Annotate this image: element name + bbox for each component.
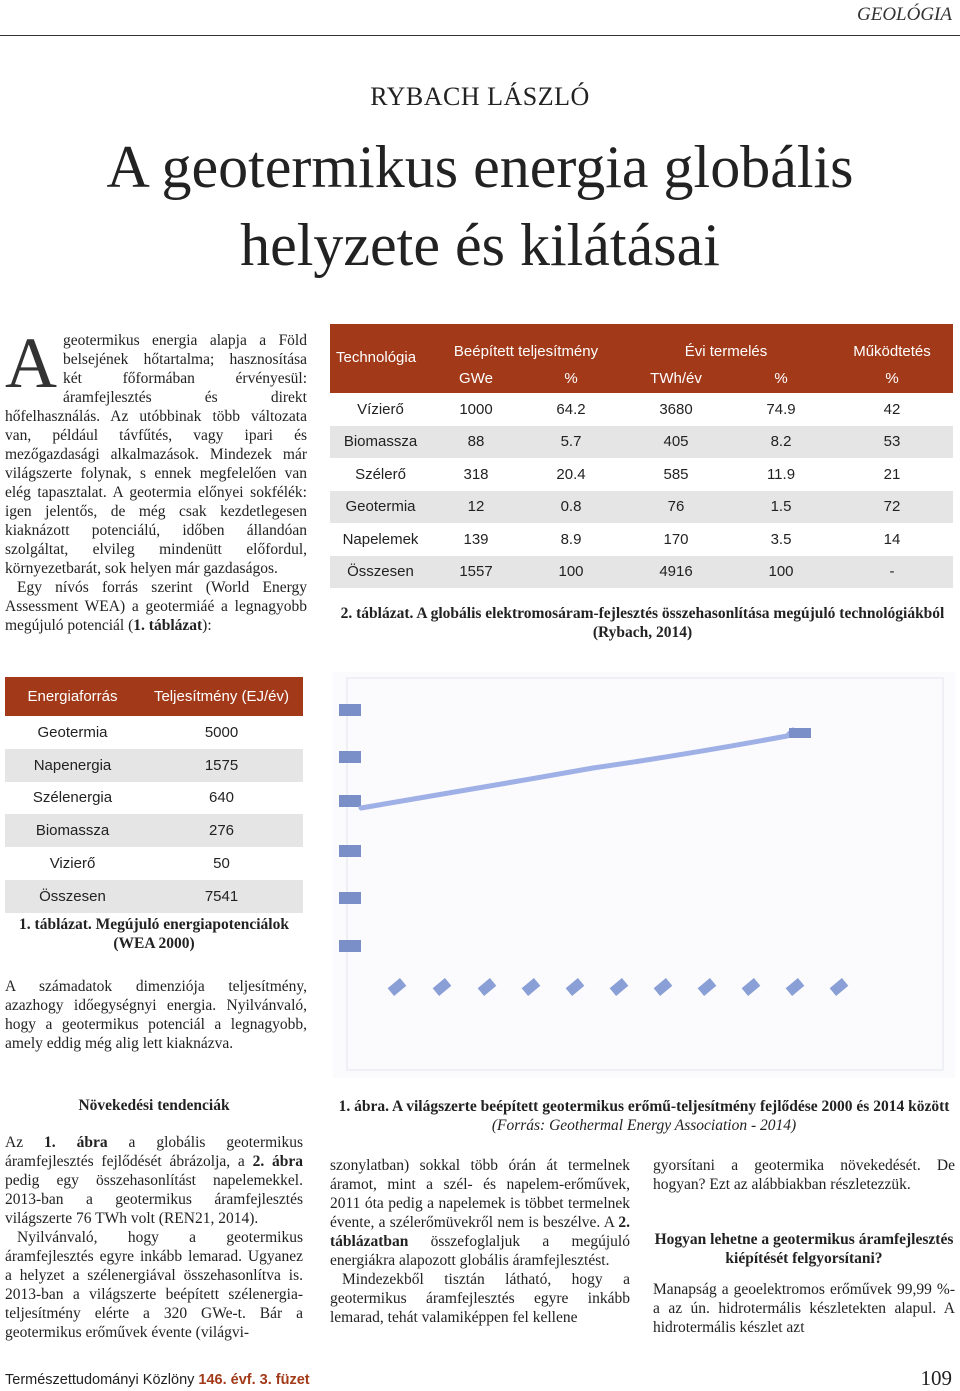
title-line-2: helyzete és kilátásai: [240, 212, 720, 278]
t2-header-production: Évi termelés: [684, 343, 768, 360]
table-cell: 640: [208, 789, 235, 807]
table-cell: Szélenergia: [32, 789, 113, 807]
table-cell: 64.2: [556, 400, 586, 418]
table-2-caption: [335, 604, 950, 642]
table-cell: 0.8: [521, 491, 621, 524]
table-cell: Vízierő: [357, 400, 404, 418]
t2-header-operation: Működtetés: [853, 343, 931, 360]
article-title: [0, 128, 960, 284]
table-row: [5, 847, 303, 880]
column-1-paragraph-2: Nyilvánvaló, hogy a geotermikus áramfejlesztés egyre inkább lemarad. Ugyanez a helyzet a szélenergiával összehasonlítva is. 2013-ban a világszerte beépített szélenergia-teljesítmény elérte a 320 GWe-t. Bár a geotermikus erőművek évente (világvi-: [5, 1229, 303, 1341]
table-row: [5, 716, 303, 749]
figure-ref: 2. ábra: [252, 1153, 303, 1170]
table-cell: Vizierő: [49, 855, 96, 873]
table-cell: Biomassza: [5, 814, 140, 847]
table-cell: 76: [621, 491, 731, 524]
table-cell: 8.9: [560, 530, 582, 548]
t2-unit-pct-2: %: [774, 369, 788, 387]
tick-blob: [339, 845, 361, 857]
table-cell: 5.7: [521, 426, 621, 459]
column-3-paragraph-2: Manapság a geoelektromos erőművek 99,99 %-a az ún. hidrotermális készletekten alapul. A hidrotermális készlet azt: [653, 1281, 955, 1336]
table-cell: 21: [883, 465, 901, 483]
t2-header-capacity: Beépített teljesítmény: [453, 343, 599, 360]
table-cell: 100: [731, 556, 831, 589]
table-row: [330, 556, 953, 589]
drop-cap: A: [5, 323, 57, 403]
column-2-paragraph-1: [330, 1156, 630, 1270]
tick-blob: [339, 795, 361, 807]
intro-text: [5, 323, 307, 635]
table-cell: 405: [621, 426, 731, 459]
author-name: RYBACH LÁSZLÓ: [370, 82, 590, 111]
figure-background: [333, 672, 955, 1078]
column-3: [653, 1156, 955, 1337]
text-run: szonylatban) sokkal több órán át termelnek áramot, mint a szél- és napelem-erőművek, 2011 óta pedig a napelemek is többet termelnek évente, a szélerőmüvekről nem is beszélve. A: [330, 1157, 630, 1231]
footer-journal: [5, 1372, 310, 1388]
table-row: [5, 880, 303, 913]
header-rule: [0, 35, 960, 36]
table-cell: 4916: [621, 556, 731, 589]
t1-header-source: Energiaforrás: [5, 677, 140, 716]
section-heading-acceleration: Hogyan lehetne a geotermikus áramfejlesztés kiépítését felgyorsítani?: [654, 1231, 954, 1267]
table-cell: 7541: [140, 880, 303, 913]
table-cell: -: [831, 556, 953, 589]
table-cell: 1575: [140, 749, 303, 782]
t2-unit-pct-1: %: [564, 369, 578, 387]
t2-unit-twh: TWh/év: [650, 369, 702, 387]
table-cell: 11.9: [766, 465, 796, 483]
intro-p2-ref: 1. táblázat: [133, 617, 203, 634]
figure-1-graph-image: [333, 672, 955, 1078]
table-cell: 100: [521, 556, 621, 589]
table-cell: 50: [213, 855, 230, 873]
table-2-electricity-comparison: [330, 324, 953, 588]
table-row: [330, 426, 953, 459]
text-run: összefoglaljuk a megújuló energiákra alapozott globális áramfejlesztést.: [330, 1233, 630, 1269]
t1-header-power: Teljesítmény (EJ/év): [140, 677, 303, 716]
table-cell: Összesen: [330, 556, 431, 589]
table-row: [5, 749, 303, 782]
intro-p2-a: Egy nívós forrás szerint (World Energy Assessment WEA) a geotermiáé a legnagyobb megújuló potenciál (: [5, 579, 307, 634]
page-number: 109: [920, 1366, 952, 1390]
table-cell: 1.5: [731, 491, 831, 524]
column-2-paragraph-2: Mindezekből tisztán látható, hogy a geotermikus áramfejlesztés egyre inkább lemarad, tehát valamiképpen fel kellene: [330, 1271, 630, 1326]
column-1-paragraph-1: [5, 1133, 303, 1228]
table-cell: Napenergia: [5, 749, 140, 782]
table-cell: 3.5: [770, 530, 792, 548]
intro-p2-c: ):: [202, 617, 212, 634]
table-cell: 170: [663, 530, 689, 548]
table-ref: 2. táblázatban: [330, 1214, 630, 1250]
table-cell: Napelemek: [342, 530, 419, 548]
text-run: a globális geotermikus áramfejlesztés fejlődését ábrázolja, a: [5, 1134, 303, 1170]
text-run: pedig egy összehasonlítást napelemekkel. 2013-ban a geotermikus áramfejlesztés világszerte 76 TWh volt (REN21, 2014).: [5, 1172, 303, 1227]
table-2-caption-text: 2. táblázat. A globális elektromosáram-fejlesztés összehasonlítása megújuló technológiákból (Rybach, 2014): [340, 605, 945, 641]
column-1: [5, 1096, 303, 1342]
section-heading-growth: Növekedési tendenciák: [78, 1097, 230, 1114]
table-row: [330, 491, 953, 524]
table-cell: 72: [831, 491, 953, 524]
journal-name: Természettudományi Közlöny: [5, 1372, 199, 1388]
table-cell: 42: [883, 400, 901, 418]
table-row: [330, 393, 953, 426]
table-row: [5, 782, 303, 815]
table-cell: 1000: [459, 400, 493, 418]
table-cell: 318: [463, 465, 489, 483]
tick-blob: [339, 704, 361, 716]
table-cell: Összesen: [5, 880, 140, 913]
table-1-caption: [5, 915, 303, 953]
table-cell: Biomassza: [330, 426, 431, 459]
table-cell: 12: [431, 491, 521, 524]
intro-paragraph-1: geotermikus energia alapja a Föld belsejének hőtartalma; hasznosítása két főformában érvényesül: áramfejlesztés és direkt hőfelhasználás. Az utóbbinak több változata van, például távfűtés, vagy ipari és mezőgazdasági alkalmazások. Mindezek már világszerte folynak, s ennek megfelelően van elég tapasztalat. A geotermia előnyei sokfélék: igen jelentős, de még csak kezdetlegesen kiaknázott potenciálú, időben állandóan szolgáltat, elvileg mindenütt előfordul, környezetbarát, sok helyen már gazdaságos.: [5, 332, 307, 577]
table-cell: 1557: [431, 556, 521, 589]
figure-1-caption: [333, 1097, 955, 1135]
table-cell: 276: [140, 814, 303, 847]
after-table-1-paragraph: A számadatok dimenziója teljesítmény, azazhogy időegységnyi energia. Nyilvánvaló, hogy a geotermikus potenciál a legnagyobb, amely eddig még alig lett kiaknázva.: [5, 978, 307, 1052]
intro-paragraph-2: [5, 578, 307, 635]
table-1-renewable-potentials: [5, 677, 303, 913]
column-3-paragraph-1: gyorsítani a geotermika növekedését. De hogyan? Ezt az alábbiakban részletezzük.: [653, 1157, 955, 1193]
t2-unit-gwe: GWe: [459, 369, 493, 387]
column-2: [330, 1156, 630, 1327]
text-run: Az: [5, 1134, 45, 1151]
figure-ref: 1. ábra: [44, 1134, 108, 1151]
table-cell: 53: [831, 426, 953, 459]
table-cell: 139: [463, 530, 489, 548]
table-cell: 5000: [204, 723, 239, 741]
table-cell: 88: [431, 426, 521, 459]
table-row: [5, 814, 303, 847]
table-cell: 74.9: [766, 400, 796, 418]
table-cell: Geotermia: [330, 491, 431, 524]
t2-unit-pct-3: %: [885, 369, 899, 387]
table-cell: 585: [663, 465, 689, 483]
table-cell: 3680: [659, 400, 693, 418]
table-row: [330, 523, 953, 556]
table-1-caption-text: 1. táblázat. Megújuló energiapotenciálok (WEA 2000): [19, 916, 289, 952]
end-value-blob: [789, 728, 811, 738]
tick-blob: [339, 751, 361, 763]
tick-blob: [339, 940, 361, 952]
table-cell: 20.4: [556, 465, 586, 483]
table-row: [330, 458, 953, 491]
t2-header-technology: Technológia: [336, 348, 417, 366]
title-line-1: A geotermikus energia globális: [106, 134, 854, 200]
tick-blob: [339, 892, 361, 904]
table-cell: 14: [883, 530, 901, 548]
figure-caption-source: (Forrás: Geothermal Energy Association - 2014): [491, 1117, 797, 1134]
journal-issue: 146. évf. 3. füzet: [198, 1372, 310, 1388]
figure-caption-bold: 1. ábra. A világszerte beépített geotermikus erőmű-teljesítmény fejlődése 2000 és 2014 között: [338, 1098, 950, 1115]
section-label: GEOLÓGIA: [857, 4, 952, 25]
table-cell: Geotermia: [37, 723, 108, 741]
table-cell: Szélerő: [355, 465, 406, 483]
table-cell: 8.2: [731, 426, 831, 459]
